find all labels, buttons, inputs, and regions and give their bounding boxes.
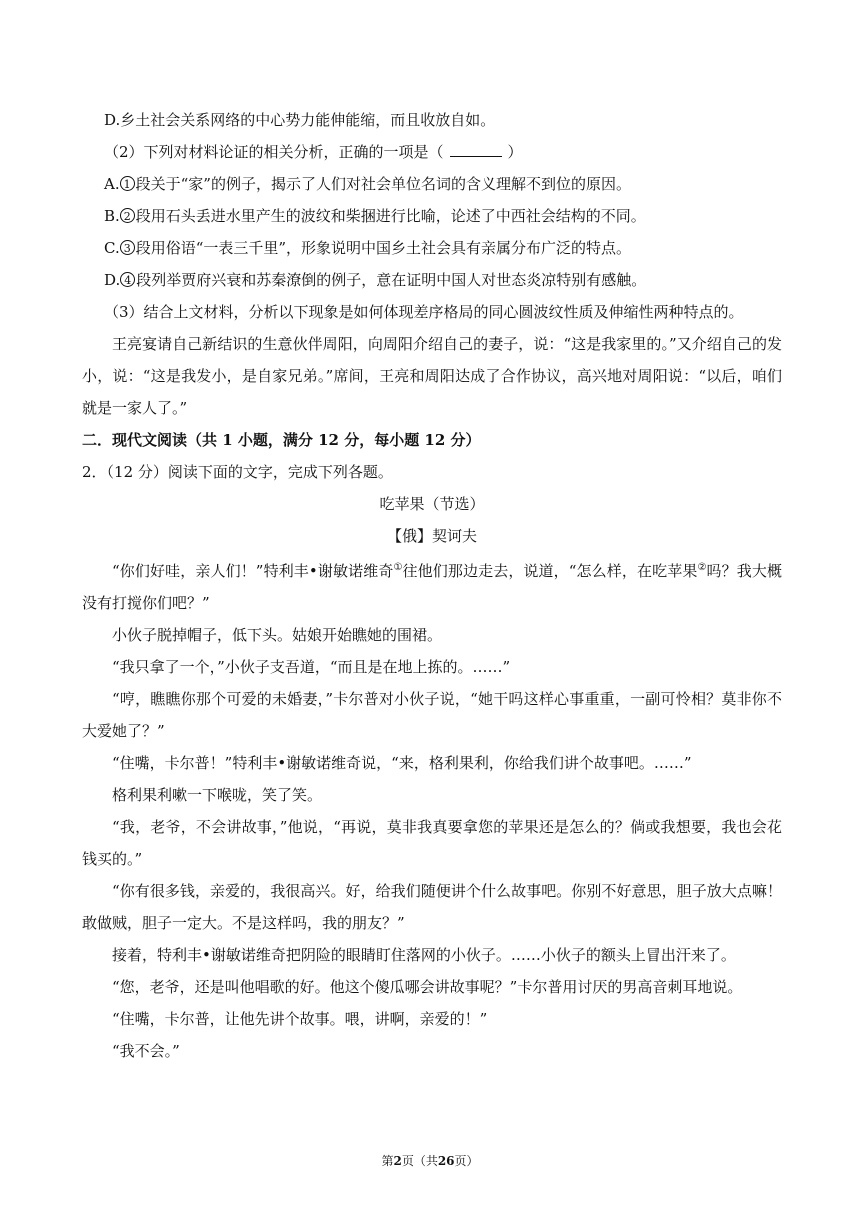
story-paragraph-4: “哼，瞧瞧你那个可爱的未婚妻，”卡尔普对小伙子说，“她干吗这样心事重重，一副可怜相？莫非你不大爱她了？”	[82, 690, 782, 740]
option-a-label: A.	[104, 175, 120, 193]
option-a	[82, 168, 782, 200]
option-b-text: 段用石头丢进水里产生的波纹和柴捆进行比喻，论述了中西社会结构的不同。	[135, 207, 646, 225]
page-footer	[0, 1152, 860, 1169]
story-p1-part-b: 往他们那边走去，说道，“怎么样，在吃苹果	[402, 562, 698, 580]
section-2-question-intro: 2．（12 分）阅读下面的文字，完成下列各题。	[82, 463, 393, 481]
footer-post: 页）	[454, 1154, 479, 1168]
story-paragraph-2: 小伙子脱掉帽子，低下头。姑娘开始瞧她的围裙。	[112, 626, 443, 644]
option-d-text: 段列举贾府兴衰和苏秦潦倒的例子，意在证明中国人对世态炎凉特别有感触。	[136, 271, 647, 289]
option-d-label: D.	[104, 271, 121, 289]
circled-number-3: 3	[120, 240, 135, 255]
question-2-stem-text: （2）下列对材料论证的相关分析，正确的一项是（	[104, 143, 444, 161]
option-b-label: B.	[104, 207, 120, 225]
footnote-mark-2: ②	[697, 562, 707, 573]
question-3-passage: 王亮宴请自己新结识的生意伙伴周阳，向周阳介绍自己的妻子，说：“这是我家里的。”又介绍自己的发小，说：“这是我发小，是自家兄弟。”席间，王亮和周阳达成了合作协议，高兴地对周阳说：“以后，咱们就是一家人了。”	[82, 335, 782, 417]
story-title: 吃苹果（节选）	[379, 495, 485, 513]
circled-number-4: 4	[120, 272, 135, 287]
story-paragraph-3: “我只拿了一个，”小伙子支吾道，“而且是在地上拣的。……”	[112, 658, 511, 676]
story-paragraph-10: “您，老爷，还是叫他唱歌的好。他这个傻瓜哪会讲故事呢？”卡尔普用讨厌的男高音刺耳地说。	[112, 978, 743, 996]
story-paragraph-11: “住嘴，卡尔普，让他先讲个故事。喂，讲啊，亲爱的！”	[112, 1010, 488, 1028]
story-paragraph-1	[82, 552, 782, 619]
question-2-stem	[82, 136, 782, 168]
footnote-mark-1: ①	[393, 562, 403, 573]
footer-total-pages: 26	[437, 1154, 455, 1168]
question-2-stem-close: ）	[507, 143, 523, 161]
footer-pre: 第	[381, 1154, 394, 1168]
footer-page-number: 2	[393, 1154, 402, 1168]
option-c-text: 段用俗语“一表三千里”，形象说明中国乡土社会具有亲属分布广泛的特点。	[135, 239, 632, 257]
option-d-top: D.乡土社会关系网络的中心势力能伸能缩，而且收放自如。	[104, 111, 496, 129]
story-author: 【俄】契诃夫	[386, 527, 477, 545]
option-a-text: 段关于“家”的例子，揭示了人们对社会单位名词的含义理解不到位的原因。	[135, 175, 631, 193]
question-3-stem: （3）结合上文材料，分析以下现象是如何体现差序格局的同心圆波纹性质及伸缩性两种特点的。	[104, 303, 744, 321]
circled-number-1: 1	[120, 176, 135, 191]
answer-blank	[450, 142, 502, 157]
story-paragraph-12: “我不会。”	[112, 1042, 180, 1060]
option-b	[82, 200, 782, 232]
option-c-label: C.	[104, 239, 120, 257]
page-content	[82, 104, 782, 1067]
footer-mid: 页（共	[401, 1154, 438, 1168]
story-paragraph-7: “我，老爷，不会讲故事，”他说，“再说，莫非我真要拿您的苹果还是怎么的？倘或我想要，我也会花钱买的。”	[82, 818, 782, 868]
story-paragraph-5: “住嘴，卡尔普！”特利丰•谢敏诺维奇说，“来，格利果利，你给我们讲个故事吧。……”	[112, 754, 692, 772]
story-paragraph-6: 格利果利嗽一下喉咙，笑了笑。	[112, 786, 323, 804]
story-p1-part-c: 吗？我大概没有打搅你们吧？”	[82, 562, 782, 612]
story-p1-part-a: “你们好哇，亲人们！”特利丰•谢敏诺维奇	[112, 562, 394, 580]
story-paragraph-9: 接着，特利丰•谢敏诺维奇把阴险的眼睛盯住落网的小伙子。……小伙子的额头上冒出汗来了。	[112, 946, 736, 964]
option-c	[82, 232, 782, 264]
section-2-heading: 二．现代文阅读（共 1 小题，满分 12 分，每小题 12 分）	[82, 431, 481, 449]
option-d	[82, 264, 782, 296]
circled-number-2: 2	[120, 208, 135, 223]
story-paragraph-8: “你有很多钱，亲爱的，我很高兴。好，给我们随便讲个什么故事吧。你别不好意思，胆子放大点嘛！敢做贼，胆子一定大。不是这样吗，我的朋友？”	[82, 882, 782, 932]
